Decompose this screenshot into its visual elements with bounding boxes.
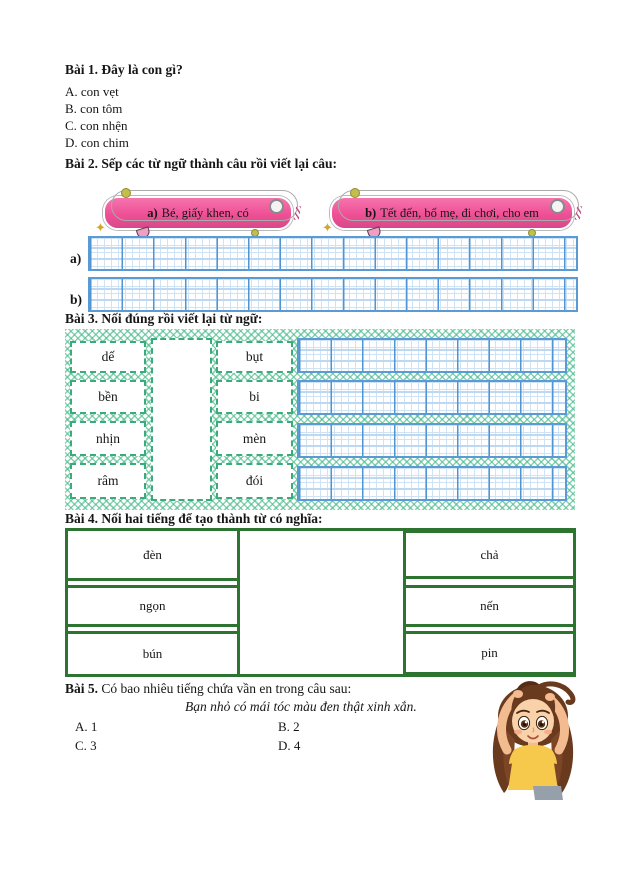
bai1-option-d: D. con chim — [65, 135, 129, 150]
bai3-middle-box — [151, 338, 212, 501]
bai3-left-word: dế — [70, 341, 146, 373]
bai3-title: Bài 3. Nối đúng rồi viết lại từ ngữ: — [65, 311, 263, 326]
bai3-left-word: bền — [70, 380, 146, 414]
bai3-writing-grid-2 — [297, 380, 567, 415]
bai2-pill-a-label: a) — [147, 205, 158, 220]
squiggle-icon — [575, 206, 582, 221]
bai4-right-cell: nến — [403, 585, 576, 627]
bai4-title: Bài 4. Nối hai tiếng để tạo thành từ có nghĩa: — [65, 511, 323, 526]
bai3-right-word: đói — [216, 463, 293, 499]
bai4-right-cell: chả — [403, 530, 576, 579]
bai1-option-b: B. con tôm — [65, 101, 123, 116]
line-b-label: b) — [70, 292, 83, 307]
bai5-title-bold: Bài 5. — [65, 681, 99, 696]
bai1-title: Bài 1. Đây là con gì? — [65, 62, 183, 77]
writing-grid-b — [88, 277, 578, 312]
bai3-right-word: bi — [216, 380, 293, 414]
bai4-right-cell: pin — [403, 631, 576, 675]
bai5-option-d: D. 4 — [278, 738, 301, 753]
bai2-pill-a-text: Bé, giấy khen, có — [161, 205, 249, 220]
pin-dot-icon — [121, 188, 131, 198]
bai3-left-word: nhịn — [70, 421, 146, 456]
bai4-left-cell: đèn — [65, 528, 240, 581]
girl-illustration-svg — [473, 680, 593, 805]
bai5-option-b: B. 2 — [278, 719, 300, 734]
bai4-middle-cell — [237, 528, 406, 677]
bai2-pill-b-label: b) — [365, 205, 377, 220]
sparkle-icon: ✦ — [95, 220, 106, 235]
writing-grid-a — [88, 236, 578, 271]
bai1-option-c: C. con nhện — [65, 118, 128, 133]
bai5-sentence: Bạn nhỏ có mái tóc màu đen thật xinh xắn. — [185, 699, 417, 714]
bai5-option-a: A. 1 — [75, 719, 98, 734]
bai4-left-cell: ngọn — [65, 585, 240, 627]
bai3-matching-board — [65, 329, 575, 510]
bai3-writing-grid-3 — [297, 423, 567, 458]
bai2-pill-b-text: Tết đến, bố mẹ, đi chơi, cho em — [380, 205, 539, 220]
bai3-writing-grid-4 — [297, 466, 567, 501]
bai4-left-cell: bún — [65, 631, 240, 677]
ring-icon — [550, 199, 565, 214]
pin-dot-icon — [350, 188, 360, 198]
bai5-title — [65, 681, 351, 697]
bai5-option-c: C. 3 — [75, 738, 97, 753]
girl-illustration — [473, 680, 593, 805]
bai1-option-a: A. con vẹt — [65, 84, 119, 99]
ring-icon — [269, 199, 284, 214]
bai2-title: Bài 2. Sếp các từ ngữ thành câu rồi viết lại câu: — [65, 156, 337, 171]
line-a-label: a) — [70, 251, 82, 266]
bai3-writing-grid-1 — [297, 338, 567, 373]
bai3-left-word: râm — [70, 463, 146, 499]
bai5-title-rest: Có bao nhiêu tiếng chứa vần en trong câu sau: — [98, 681, 352, 696]
bai2-pill-b — [322, 196, 574, 235]
sparkle-icon: ✦ — [322, 220, 333, 235]
squiggle-icon — [294, 206, 301, 221]
bai3-right-word: mèn — [216, 421, 293, 456]
bai3-right-word: bụt — [216, 341, 293, 373]
bai2-pill-a — [95, 196, 293, 235]
bai4-matching-table — [65, 528, 576, 677]
